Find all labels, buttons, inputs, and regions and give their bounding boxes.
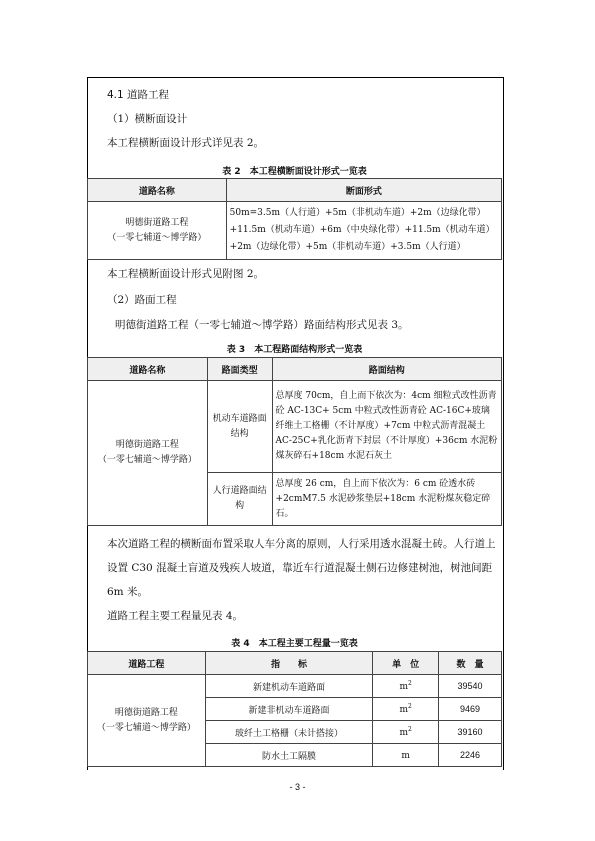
unit-sup: 2	[408, 726, 412, 733]
table2-road-name	[88, 202, 227, 260]
paragraph-table3-ref: 明德街道路工程（一零七辅道～博学路）路面结构形式见表 3。	[115, 319, 409, 331]
table4-header-indicator: 指 标	[205, 652, 373, 675]
table4-item: 防水土工隔膜	[205, 744, 373, 767]
table4-qty: 39160	[439, 721, 502, 744]
table4-header-project: 道路工程	[88, 652, 206, 675]
page-number: - 3 -	[289, 782, 306, 792]
table4-item: 新建机动车道路面	[205, 675, 373, 698]
table2-caption: 表 2 本工程横断面设计形式一览表	[222, 167, 367, 177]
table4-header-unit: 单 位	[373, 652, 439, 675]
table3-header-type: 路面类型	[207, 358, 272, 381]
table4-item: 新建非机动车道路面	[205, 698, 373, 721]
road-name-line2: （一零七辅道～博学路）	[107, 232, 207, 243]
table4-item: 玻纤土工格栅（未计搭接）	[205, 721, 373, 744]
road-name-line1: 明德街道路工程	[115, 440, 179, 450]
table3-header-structure: 路面结构	[272, 358, 501, 381]
table4-qty: 39540	[439, 675, 502, 698]
table4-qty: 2246	[439, 744, 502, 767]
table4-road-name	[88, 675, 206, 767]
table3-type-sidewalk: 人行道路面结构	[207, 473, 272, 526]
table4-unit	[373, 721, 439, 744]
unit-base: m	[399, 705, 409, 715]
table3-structure-sidewalk: 总厚度 26 cm，自上而下依次为：6 cm 砼透水砖+2cmM7.5 水泥砂浆垫层+18cm 水泥粉煤灰稳定碎石。	[272, 473, 501, 526]
section-title: 4.1 道路工程	[107, 89, 170, 101]
table2-header-form: 断面形式	[226, 179, 501, 202]
table4-caption: 表 4 本工程主要工程量一览表	[231, 639, 358, 649]
road-name-line1: 明德街道路工程	[114, 707, 178, 718]
table3-structure-motor: 总厚度 70cm，自上而下依次为：4cm 细粒式改性沥青砼 AC-13C+ 5cm 中粒式改性沥青砼 AC-16C+玻璃纤维土工格栅（不计厚度）+7cm 中粒式沥青混凝土 AC-25C+乳化沥青下封层（不计厚度）+36cm 水泥粉煤灰碎石+18cm 水泥石灰土	[272, 381, 501, 473]
table3-type-motor: 机动车道路面结构	[207, 381, 272, 473]
paragraph-table4-ref: 道路工程主要工程量见表 4。	[107, 610, 244, 622]
table3-header-name: 道路名称	[88, 358, 208, 381]
paragraph-layout-principle	[107, 532, 497, 604]
table4-unit	[373, 744, 439, 767]
subsection-cross-section: （1）横断面设计	[107, 113, 188, 125]
table3	[87, 357, 502, 526]
table4-qty: 9469	[439, 698, 502, 721]
table2	[87, 178, 502, 260]
table3-caption: 表 3 本工程路面结构形式一览表	[226, 345, 363, 355]
road-name-line1: 明德街道路工程	[125, 217, 189, 228]
table2-section-form: 50m=3.5m（人行道）+5m（非机动车道）+2m（边绿化带）+11.5m（机动车道）+6m（中央绿化带）+11.5m（机动车道）+2m（边绿化带）+5m（非机动车道）+3.5m（人行道）	[226, 202, 501, 260]
table4	[87, 651, 502, 767]
unit-base: m	[399, 682, 409, 692]
table4-unit	[373, 698, 439, 721]
table4-header-quantity: 数 量	[439, 652, 502, 675]
paragraph-figure2-ref: 本工程横断面设计形式见附图 2。	[107, 268, 265, 280]
unit-sup: 2	[408, 680, 412, 687]
paragraph-layout-text: 本次道路工程的横断面布置采取人车分离的原则，人行采用透水混凝土砖。人行道上设置 C30 混凝土盲道及残疾人坡道，靠近车行道混凝土侧石边修建树池，树池间距 6m 米。	[107, 538, 496, 598]
subsection-pavement: （2）路面工程	[107, 294, 177, 306]
road-name-line2: （一零七辅道～博学路）	[96, 722, 196, 733]
unit-sup: 2	[408, 703, 412, 710]
unit-base: m	[401, 751, 410, 761]
paragraph-table2-ref: 本工程横断面设计形式详见表 2。	[107, 137, 265, 149]
table2-header-name: 道路名称	[88, 179, 227, 202]
table4-unit	[373, 675, 439, 698]
unit-base: m	[399, 728, 409, 738]
road-name-line2: （一零七辅道～博学路）	[97, 455, 197, 465]
table3-road-name	[88, 381, 208, 526]
